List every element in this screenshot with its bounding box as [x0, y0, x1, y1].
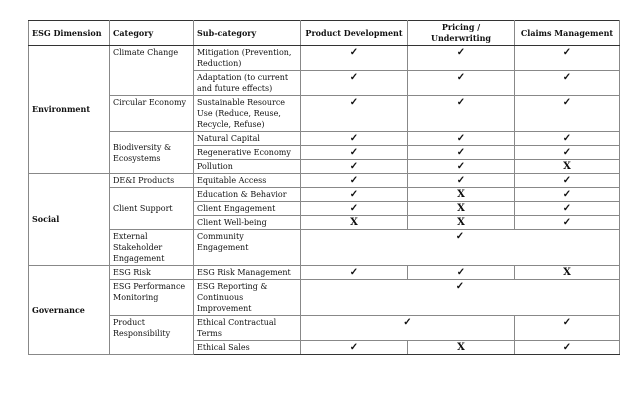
table-row	[29, 230, 620, 266]
category-cell: DE&I Products	[110, 174, 194, 188]
subcategory-cell: Community Engagement	[194, 230, 301, 266]
mark-cell: ✓	[301, 96, 408, 132]
subcategory-cell: Adaptation (to current and future effects)	[194, 71, 301, 96]
subcategory-cell: Ethical Contractual Terms	[194, 316, 301, 341]
mark-cell: ✓	[301, 132, 408, 146]
mark-cell: ✓	[301, 71, 408, 96]
subcategory-cell: Pollution	[194, 160, 301, 174]
mark-cell: X	[408, 202, 515, 216]
mark-cell: ✓	[301, 266, 408, 280]
mark-cell: X	[301, 216, 408, 230]
category-cell: ESG Risk	[110, 266, 194, 280]
mark-cell: ✓	[408, 46, 515, 71]
subcategory-cell: Regenerative Economy	[194, 146, 301, 160]
header-claims-management: Claims Management	[515, 21, 620, 46]
subcategory-cell: Ethical Sales	[194, 341, 301, 355]
mark-cell: ✓	[408, 71, 515, 96]
mark-cell: X	[515, 160, 620, 174]
mark-cell: ✓	[301, 188, 408, 202]
table-row	[29, 316, 620, 341]
mark-cell: ✓	[408, 266, 515, 280]
subcategory-cell: Client Engagement	[194, 202, 301, 216]
category-cell: Biodiversity & Ecosystems	[110, 132, 194, 174]
subcategory-cell: ESG Reporting & Continuous Improvement	[194, 280, 301, 316]
mark-cell: ✓	[408, 160, 515, 174]
table-row	[29, 96, 620, 132]
dimension-social: Social	[29, 174, 110, 266]
mark-cell: ✓	[408, 96, 515, 132]
header-row	[29, 21, 620, 46]
table-row	[29, 132, 620, 146]
subcategory-cell: Education & Behavior	[194, 188, 301, 202]
table-row	[29, 188, 620, 202]
mark-cell: ✓	[515, 188, 620, 202]
mark-cell: ✓	[515, 71, 620, 96]
mark-cell-merged: ✓	[301, 280, 620, 316]
table-row	[29, 280, 620, 316]
mark-cell: ✓	[515, 96, 620, 132]
mark-cell: ✓	[515, 341, 620, 355]
table-row	[29, 266, 620, 280]
mark-cell: ✓	[408, 132, 515, 146]
subcategory-cell: Natural Capital	[194, 132, 301, 146]
esg-mapping-table	[28, 20, 620, 355]
subcategory-cell: Sustainable Resource Use (Reduce, Reuse, Recycle, Refuse)	[194, 96, 301, 132]
mark-cell: X	[408, 188, 515, 202]
dimension-environment: Environment	[29, 46, 110, 174]
mark-cell: ✓	[515, 146, 620, 160]
mark-cell: X	[408, 216, 515, 230]
mark-cell: ✓	[515, 132, 620, 146]
mark-cell: ✓	[408, 174, 515, 188]
header-esg-dimension: ESG Dimension	[29, 21, 110, 46]
mark-cell: ✓	[515, 216, 620, 230]
mark-cell-merged: ✓	[301, 316, 515, 341]
header-pricing-underwriting: Pricing / Underwriting	[408, 21, 515, 46]
category-cell: External Stakeholder Engagement	[110, 230, 194, 266]
mark-cell: ✓	[301, 341, 408, 355]
mark-cell: ✓	[301, 46, 408, 71]
category-cell: Circular Economy	[110, 96, 194, 132]
mark-cell: X	[515, 266, 620, 280]
mark-cell: ✓	[301, 202, 408, 216]
mark-cell: ✓	[515, 316, 620, 341]
mark-cell: ✓	[515, 46, 620, 71]
table-row	[29, 174, 620, 188]
header-sub-category: Sub-category	[194, 21, 301, 46]
table-row	[29, 46, 620, 71]
dimension-governance: Governance	[29, 266, 110, 355]
category-cell: ESG Performance Monitoring	[110, 280, 194, 316]
subcategory-cell: ESG Risk Management	[194, 266, 301, 280]
mark-cell: ✓	[301, 146, 408, 160]
mark-cell-merged: ✓	[301, 230, 620, 266]
mark-cell: ✓	[301, 174, 408, 188]
subcategory-cell: Equitable Access	[194, 174, 301, 188]
subcategory-cell: Client Well-being	[194, 216, 301, 230]
category-cell: Climate Change	[110, 46, 194, 96]
mark-cell: ✓	[515, 202, 620, 216]
mark-cell: ✓	[408, 146, 515, 160]
category-cell: Product Responsibility	[110, 316, 194, 355]
header-product-development: Product Development	[301, 21, 408, 46]
category-cell: Client Support	[110, 188, 194, 230]
subcategory-cell: Mitigation (Prevention, Reduction)	[194, 46, 301, 71]
header-category: Category	[110, 21, 194, 46]
mark-cell: ✓	[301, 160, 408, 174]
mark-cell: ✓	[515, 174, 620, 188]
mark-cell: X	[408, 341, 515, 355]
